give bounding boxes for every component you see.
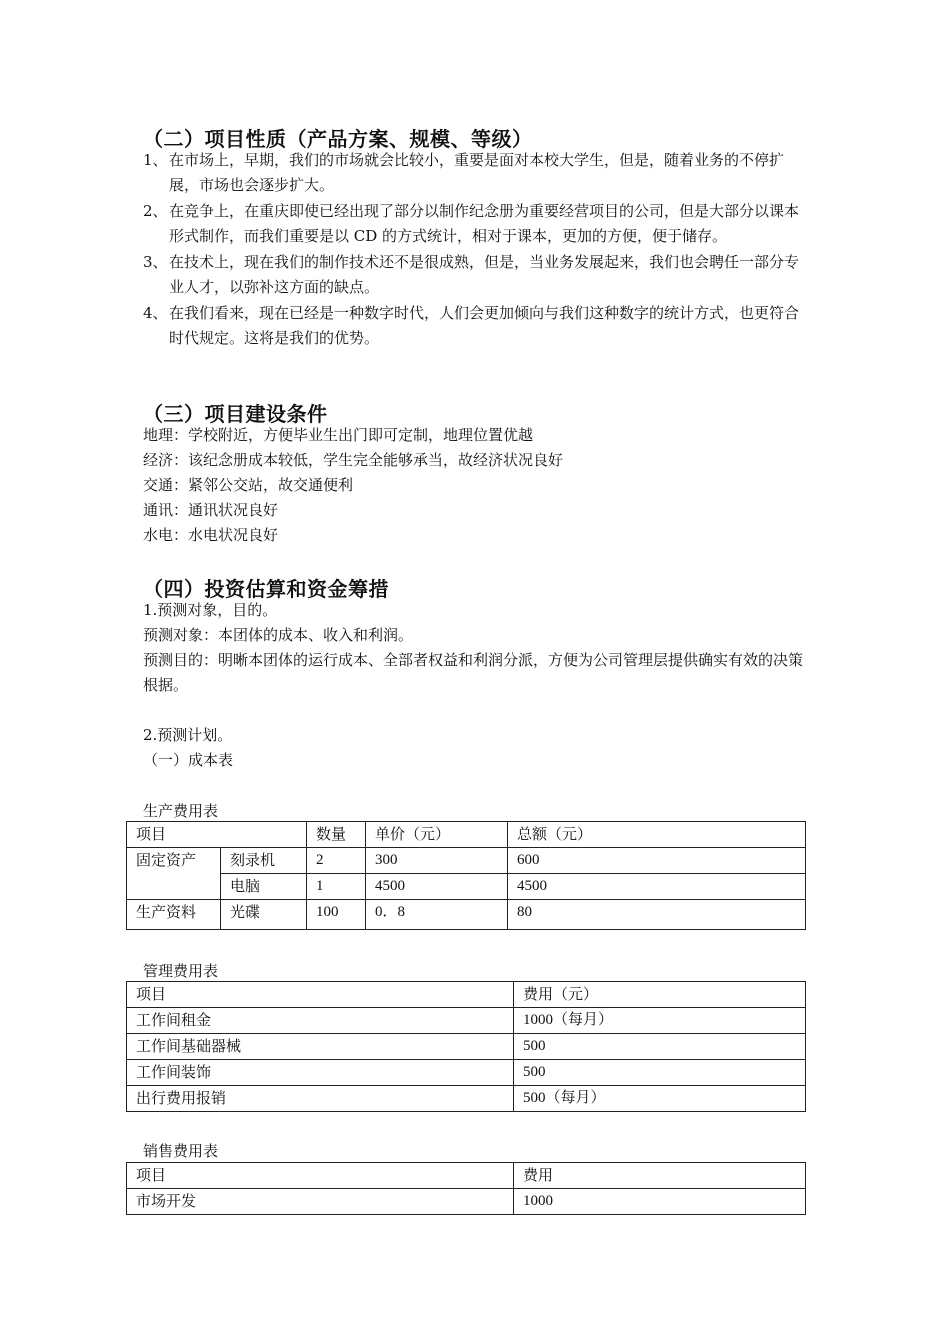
production-table-caption: 生产费用表 — [143, 802, 219, 820]
table-header-row — [127, 822, 806, 848]
table-cell: 光碟 — [221, 900, 307, 930]
table-row — [127, 874, 806, 900]
table-cell: 工作间基础器械 — [127, 1034, 514, 1060]
table-header-row — [127, 982, 806, 1008]
list-number: 4、 — [143, 304, 168, 322]
header-cell: 项目 — [127, 982, 514, 1008]
table-cell: 市场开发 — [127, 1189, 514, 1215]
table-cell: 1000 — [514, 1189, 806, 1215]
list-item-text: 在技术上，现在我们的制作技术还不是很成熟，但是，当业务发展起来，我们也会聘任一部分专业人才，以弥补这方面的缺点。 — [169, 253, 800, 296]
sales-cost-table — [126, 1162, 806, 1215]
list-item — [143, 148, 808, 198]
management-table-caption: 管理费用表 — [143, 962, 219, 980]
table-cell: 出行费用报销 — [127, 1086, 514, 1112]
header-cell: 费用（元） — [514, 982, 806, 1008]
table-cell: 1 — [307, 874, 366, 900]
list-number: 3、 — [143, 253, 168, 271]
table-cell: 电脑 — [221, 874, 307, 900]
table-row — [127, 900, 806, 930]
cost-table-heading: （一）成本表 — [143, 751, 234, 769]
management-cost-table — [126, 981, 806, 1112]
forecast-object: 预测对象：本团体的成本、收入和利润。 — [143, 626, 414, 644]
table-row — [127, 1189, 806, 1215]
table-cell: 4500 — [508, 874, 806, 900]
table-cell: 300 — [366, 848, 508, 874]
section-4-heading: （四）投资估算和资金筹措 — [143, 577, 389, 601]
table-header-row — [127, 1163, 806, 1189]
group-cell: 固定资产 — [127, 848, 221, 900]
table-row — [127, 848, 806, 874]
header-cell: 费用 — [514, 1163, 806, 1189]
table-row — [127, 1034, 806, 1060]
section-2-heading: （二）项目性质（产品方案、规模、等级） — [143, 127, 533, 151]
condition-communication: 通讯：通讯状况良好 — [143, 501, 279, 519]
table-cell: 4500 — [366, 874, 508, 900]
table-row — [127, 1060, 806, 1086]
list-item-text: 在市场上，早期，我们的市场就会比较小，重要是面对本校大学生，但是，随着业务的不停扩展，市场也会逐步扩大。 — [169, 151, 785, 194]
list-item-text: 在我们看来，现在已经是一种数字时代，人们会更加倾向与我们这种数字的统计方式，也更符合时代规定。这将是我们的优势。 — [169, 304, 800, 347]
table-cell: 500 — [514, 1060, 806, 1086]
table-cell: 刻录机 — [221, 848, 307, 874]
condition-geography: 地理：学校附近，方便毕业生出门即可定制，地理位置优越 — [143, 426, 534, 444]
header-cell: 项目 — [127, 1163, 514, 1189]
header-cell: 单价（元） — [366, 822, 508, 848]
table-cell: 0．8 — [366, 900, 508, 930]
section-2-list — [143, 148, 808, 352]
header-cell: 数量 — [307, 822, 366, 848]
table-row — [127, 1008, 806, 1034]
table-cell: 80 — [508, 900, 806, 930]
forecast-purpose: 预测目的：明晰本团体的运行成本、全部者权益和利润分派，方便为公司管理层提供确实有效的决策根据。 — [143, 651, 804, 694]
list-item — [143, 250, 808, 300]
forecast-plan: 2.预测计划。 — [143, 726, 233, 744]
condition-utilities: 水电：水电状况良好 — [143, 526, 279, 544]
list-number: 2、 — [143, 202, 168, 220]
list-number: 1、 — [143, 151, 168, 169]
table-row — [127, 1086, 806, 1112]
sales-table-caption: 销售费用表 — [143, 1142, 219, 1160]
header-cell: 总额（元） — [508, 822, 806, 848]
condition-economy: 经济：该纪念册成本较低，学生完全能够承当，故经济状况良好 — [143, 451, 564, 469]
table-cell: 600 — [508, 848, 806, 874]
production-cost-table — [126, 821, 806, 930]
group-cell: 生产资料 — [127, 900, 221, 930]
list-item-text: 在竞争上，在重庆即使已经出现了部分以制作纪念册为重要经营项目的公司，但是大部分以课本形式制作，而我们重要是以 CD 的方式统计，相对于课本，更加的方便，便于储存。 — [169, 202, 800, 245]
list-item — [143, 199, 808, 249]
table-cell: 工作间装饰 — [127, 1060, 514, 1086]
table-cell: 100 — [307, 900, 366, 930]
section-3-heading: （三）项目建设条件 — [143, 402, 328, 426]
list-item — [143, 301, 808, 351]
table-cell: 1000（每月） — [514, 1008, 806, 1034]
forecast-subheading: 1.预测对象，目的。 — [143, 601, 278, 619]
table-cell: 2 — [307, 848, 366, 874]
table-cell: 500（每月） — [514, 1086, 806, 1112]
header-cell: 项目 — [127, 822, 307, 848]
table-cell: 500 — [514, 1034, 806, 1060]
table-cell: 工作间租金 — [127, 1008, 514, 1034]
condition-transport: 交通：紧邻公交站，故交通便利 — [143, 476, 354, 494]
